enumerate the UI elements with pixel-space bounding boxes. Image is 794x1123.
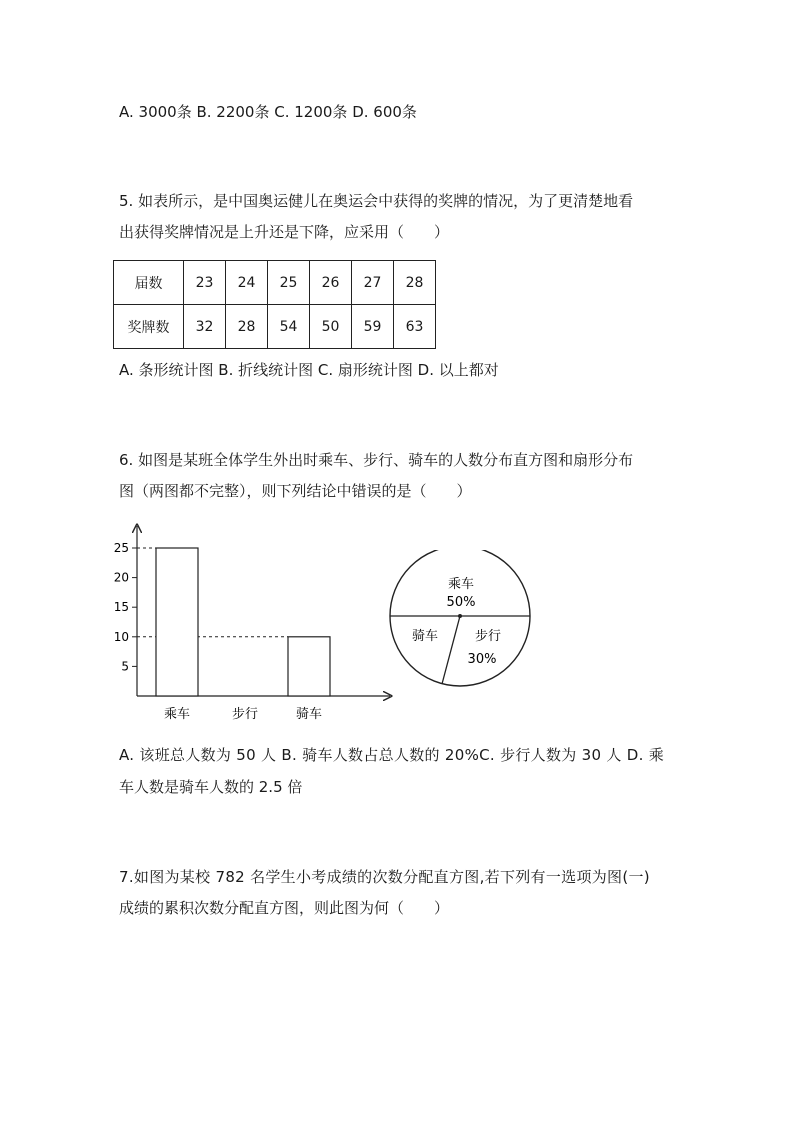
table-cell: 25 [268,261,310,305]
pie-label-乘车: 乘车 [447,577,475,592]
table-row-sessions [114,261,436,305]
q6-options-line1: A. 该班总人数为 50 人 B. 骑车人数占总人数的 20%C. 步行人数为 30 人 D. 乘 [119,746,665,764]
pie-chart [385,550,540,695]
pie-percent-乘车: 50% [446,595,476,610]
q6-options-line2: 车人数是骑车人数的 2.5 倍 [119,778,303,796]
x-label-步行: 步行 [231,707,259,722]
y-tick-label: 20 [113,570,129,585]
y-tick-label: 5 [121,659,129,674]
table-cell: 63 [394,305,436,349]
table-cell: 24 [226,261,268,305]
histogram-chart [110,520,410,730]
table-cell: 26 [310,261,352,305]
y-tick-label: 10 [113,629,129,644]
y-tick-label: 15 [113,600,129,615]
q4-options: A. 3000条 B. 2200条 C. 1200条 D. 600条 [119,103,417,121]
table-cell: 23 [184,261,226,305]
x-label-骑车: 骑车 [295,707,323,722]
table-cell: 59 [352,305,394,349]
pie-label-步行: 步行 [474,629,502,644]
table-cell: 54 [268,305,310,349]
q5-stem-line1: 5. 如表所示，是中国奥运健儿在奥运会中获得的奖牌的情况，为了更清楚地看 [119,192,634,210]
q6-stem-line1: 6. 如图是某班全体学生外出时乘车、步行、骑车的人数分布直方图和扇形分布 [119,451,634,469]
medal-table [113,260,436,349]
table-cell: 32 [184,305,226,349]
table-header-sessions: 届数 [114,261,184,305]
pie-percent-步行: 30% [467,652,497,667]
bar-骑车 [288,637,330,696]
y-tick-label: 25 [113,541,129,555]
table-header-medals: 奖牌数 [114,305,184,349]
q6-stem-line2: 图（两图都不完整），则下列结论中错误的是（ ） [119,482,472,500]
q5-stem-line2: 出获得奖牌情况是上升还是下降，应采用（ ） [119,223,450,241]
table-cell: 28 [226,305,268,349]
table-cell: 28 [394,261,436,305]
bar-乘车 [156,548,198,696]
q7-stem-line1: 7.如图为某校 782 名学生小考成绩的次数分配直方图,若下列有一选项为图(一) [119,868,650,886]
q7-stem-line2: 成绩的累积次数分配直方图，则此图为何（ ） [119,899,450,917]
table-row-medals [114,305,436,349]
table-cell: 27 [352,261,394,305]
q5-options: A. 条形统计图 B. 折线统计图 C. 扇形统计图 D. 以上都对 [119,361,499,379]
table-cell: 50 [310,305,352,349]
pie-divider-radius [442,616,460,684]
x-label-乘车: 乘车 [163,707,191,722]
pie-label-骑车: 骑车 [411,629,439,644]
pie-center-dot [458,614,462,618]
